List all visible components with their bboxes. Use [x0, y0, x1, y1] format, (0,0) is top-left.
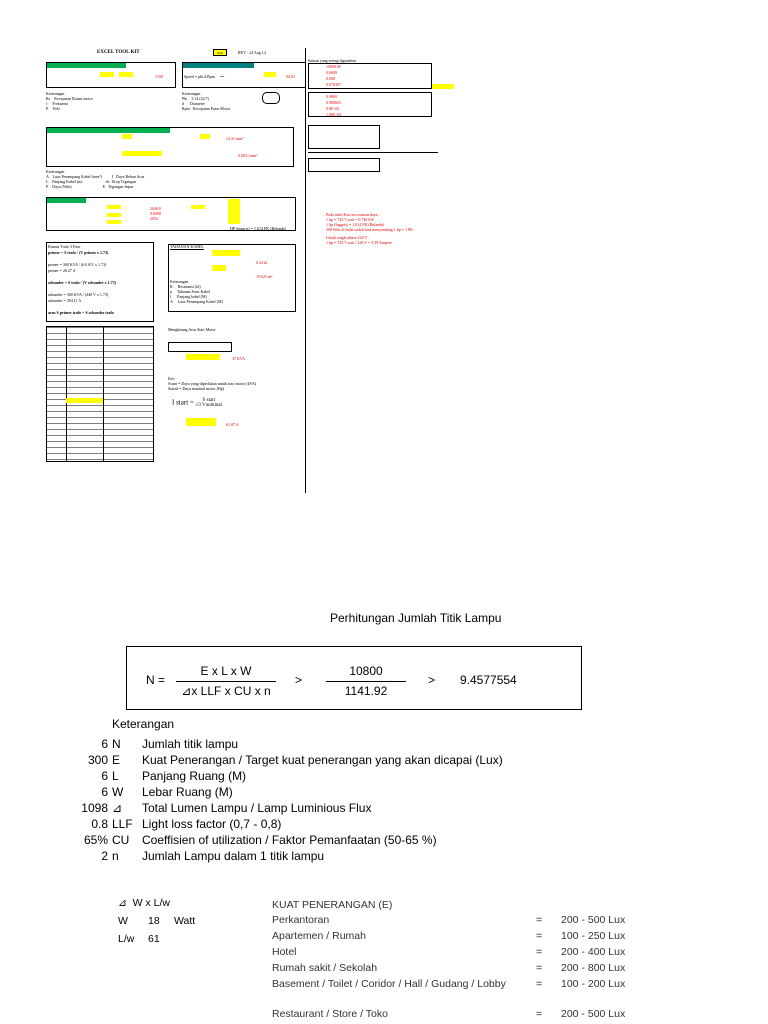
list-item	[60, 737, 620, 752]
resistance-notes: Keterangan Rs Kecepatan Rotasi motor f Frekuensi P Pole	[46, 91, 93, 111]
list-item	[60, 801, 620, 816]
kuat-eq: =	[536, 962, 543, 974]
lumen-per-watt-label: L/w	[118, 933, 135, 945]
units-highlight-1	[432, 84, 454, 89]
kuat-eq: =	[536, 930, 543, 942]
motor-notes: Ket: Sstart = Daya yang diperlukan untuk start motor (kVA) Srated = Daya nominal motor (Hp)	[168, 376, 257, 391]
vertical-divider	[305, 48, 306, 493]
cable-input-3[interactable]	[122, 151, 162, 156]
kuat-range: 200 - 500 Lux	[561, 914, 626, 926]
power-input-5[interactable]	[228, 199, 240, 224]
cable-resistance-results: 0.24 Ω 19.625 m²	[256, 260, 273, 279]
motor-result-1: 37 KVA	[232, 356, 246, 361]
power-input-2[interactable]	[107, 213, 121, 217]
watt-value: 18	[148, 915, 160, 927]
cable-resistance-input-2[interactable]	[212, 265, 226, 271]
formula-denominator: x LLF x CU x n	[191, 684, 271, 698]
note-line: 1 hp (Inggris) = 1.014 PK (Belanda)	[326, 222, 385, 227]
kuat-eq: =	[536, 946, 543, 958]
param-desc: Panjang Ruang (M)	[142, 769, 247, 783]
lumen-formula	[118, 896, 170, 910]
kuat-place: Perkantoran	[272, 914, 330, 926]
param-symbol: LLF	[112, 817, 133, 831]
table-col-divider-1	[66, 326, 67, 462]
lookup-table	[46, 326, 154, 462]
cable-formula-box	[46, 127, 294, 167]
edit-badge[interactable]	[213, 49, 227, 56]
kuat-range: 100 - 200 Lux	[561, 978, 626, 990]
speed-input[interactable]	[264, 72, 276, 77]
value-numerator: 10800	[349, 664, 383, 678]
table-highlight-row	[66, 398, 103, 403]
param-value: 6	[101, 737, 108, 751]
param-value: 65%	[83, 833, 108, 847]
list-item	[60, 817, 620, 832]
lumen-per-watt-value: 61	[148, 933, 160, 945]
kuat-place: Hotel	[272, 946, 297, 958]
power-hp-note: HP (inggris) = 1.014 PK (Belanda)	[230, 226, 286, 231]
revision-label: REV : 24 Aug 14	[238, 50, 266, 55]
param-symbol: n	[112, 849, 119, 863]
param-value: 2	[101, 849, 108, 863]
note-line: 1 hp = 745.7 watt / 220 V = 3.39 Ampere	[326, 240, 392, 245]
trafo-notes: Rumus Trafo 3 Fase primer = S trafo / (V primer x 1.73) primer = 300 KVA / (6.6 KV x 1.73) primer = 26.27 A sekunder = S trafo / (V sekunder x 1.73) sekunder = 300 KVA / (440 V x 1.73) sekunder = 394.11 A arus S primer trafo = S sekunder trafo	[48, 244, 116, 315]
param-desc: Jumlah Lampu dalam 1 titik lampu	[142, 849, 325, 863]
sheet-title: EXCEL TOOL KIT	[97, 50, 140, 55]
param-desc: Jumlah titik lampu	[142, 737, 239, 751]
units-box-4	[308, 158, 380, 172]
kuat-eq: =	[536, 978, 543, 990]
resistance-result: 1100	[155, 74, 163, 79]
power-results: 2040.0 0.6000 2052	[150, 206, 161, 221]
param-symbol: E	[112, 753, 121, 767]
param-desc: Kuat Penerangan / Target kuat penerangan yang akan dicapai (Lux)	[142, 753, 503, 767]
resistance-input-2[interactable]	[119, 72, 133, 77]
formula-numerator: E x L x W	[200, 664, 252, 678]
list-item	[60, 849, 620, 864]
edit-badge-label: Edit	[217, 51, 223, 55]
note-line: 500 Watt di bulat sudah bisa menyandang 1 hp = 1 PK	[326, 227, 414, 232]
power-input-1[interactable]	[107, 205, 121, 209]
kuat-title: KUAT PENERANGAN (E)	[272, 899, 393, 911]
power-input-4[interactable]	[191, 205, 205, 209]
greater-than-2: >	[428, 673, 436, 687]
note-line: 1 hp = 745.7 watt = 0.746 kW	[326, 217, 375, 222]
spreadsheet-preview	[0, 0, 768, 500]
kuat-place: Apartemen / Rumah	[272, 930, 366, 942]
kuat-place: Restaurant / Store / Toko	[272, 1008, 388, 1020]
cable-notes: Keterangan A Luas Penampang Kabel (mm²) I Daya Beban Arus L Panjang Kabel (m) dv Drop Tegangan P Daya (Watt) E Tegangan Input	[46, 169, 145, 189]
param-desc: Coeffisien of utilization / Faktor Pemanfaatan (50-65 %)	[142, 833, 437, 847]
resistance-input[interactable]	[100, 72, 114, 77]
param-desc: Lebar Ruang (M)	[142, 785, 233, 799]
kuat-place: Rumah sakit / Sekolah	[272, 962, 378, 974]
kuat-eq: =	[536, 1008, 543, 1020]
keterangan-title: Keterangan	[112, 717, 175, 731]
watt-row	[118, 914, 195, 928]
table-col-divider-2	[103, 326, 104, 462]
list-item	[60, 753, 620, 768]
motor-input-2[interactable]	[186, 418, 216, 426]
param-value: 6	[101, 769, 108, 783]
motor-start-title: Menghitung Arus Start Motor	[168, 327, 216, 332]
kuat-range: 200 - 800 Lux	[561, 962, 626, 974]
param-value: 300	[87, 753, 108, 767]
value-fraction-line	[326, 681, 406, 682]
cable-resistance-notes: Keterangan R Resistansi (Ω) ρ Tahanan Jenis Kabel l Panjang kabel (M) A Luas Penampang Kabel (M)	[170, 279, 223, 304]
cable-resistance-title: TAHANAN KABEL	[170, 244, 204, 249]
units-values: 10000.00 0.0689 0.068 0.070307 0.9869 0.980665 9.8E-04 1.00E-04	[326, 64, 341, 117]
param-value: 6	[101, 785, 108, 799]
param-desc: Total Lumen Lampu / Lamp Luminious Flux	[142, 801, 372, 815]
formula-fraction-line	[176, 681, 276, 682]
motor-result-2: 61.07 A	[226, 422, 239, 427]
speed-formula: Speed = phi.d.Rpm ==	[184, 74, 225, 79]
motor-input-1[interactable]	[186, 354, 220, 360]
list-item	[60, 769, 620, 784]
param-symbol: N	[112, 737, 121, 751]
param-symbol: W	[112, 785, 124, 799]
units-box-3	[308, 125, 380, 149]
lumen-formula-text: W x L/w	[132, 897, 170, 909]
cable-input-2[interactable]	[200, 134, 210, 139]
motor-formula-box-1	[168, 342, 232, 352]
kuat-place: Basement / Toilet / Coridor / Hall / Gudang / Lobby	[272, 978, 506, 990]
kuat-range: 200 - 400 Lux	[561, 946, 626, 958]
param-value: 1098	[81, 801, 108, 815]
param-desc: Light loss factor (0,7 - 0,8)	[142, 817, 282, 831]
formula-result: 9.4577554	[460, 673, 517, 687]
param-value: 0.8	[91, 817, 108, 831]
cable-result-1: 14.31 mm²	[226, 136, 244, 141]
formula-lhs: N =	[146, 673, 166, 687]
cable-resistance-input-1[interactable]	[212, 250, 240, 256]
speed-notes: Keterangan Phi 3.14 (22/7) d Diameter Rpm Kecepatan Putar Motor	[182, 91, 231, 111]
cylinder-icon	[262, 92, 280, 104]
list-item	[60, 833, 620, 848]
value-denominator: 1141.92	[344, 684, 388, 698]
cable-input-1[interactable]	[122, 134, 132, 139]
formula-fraction	[176, 664, 276, 699]
lumen-symbol: ⊿	[118, 897, 127, 909]
greater-than-1: >	[295, 673, 303, 687]
watt-unit: Watt	[174, 915, 196, 927]
param-symbol: L	[112, 769, 119, 783]
note-line: Pada tabel Kuo tero satuan daya :	[326, 212, 380, 217]
units-underline	[308, 152, 438, 153]
kuat-range: 100 - 250 Lux	[561, 930, 626, 942]
speed-result: 94.02	[286, 74, 295, 79]
kuat-range: 200 - 500 Lux	[561, 1008, 626, 1020]
kuat-eq: =	[536, 914, 543, 926]
lumen-per-watt-row	[118, 932, 160, 946]
calc-title: Perhitungan Jumlah Titik Lampu	[330, 611, 502, 625]
param-symbol: CU	[112, 833, 130, 847]
lumen-symbol: ⊿	[181, 684, 192, 698]
power-input-3[interactable]	[107, 220, 121, 224]
param-symbol: ⊿	[112, 801, 123, 815]
units-title: Satuan yang sering digunakan	[308, 58, 357, 63]
list-item	[60, 785, 620, 800]
value-fraction	[326, 664, 406, 699]
cable-result-2: 0.0031 mm²	[238, 153, 258, 158]
watt-label: W	[118, 915, 128, 927]
note-line: Untuk single phase 220 V :	[326, 235, 370, 240]
motor-start-equation: I start = S start √3 Vnominal	[172, 398, 222, 408]
red-notes	[326, 212, 413, 245]
